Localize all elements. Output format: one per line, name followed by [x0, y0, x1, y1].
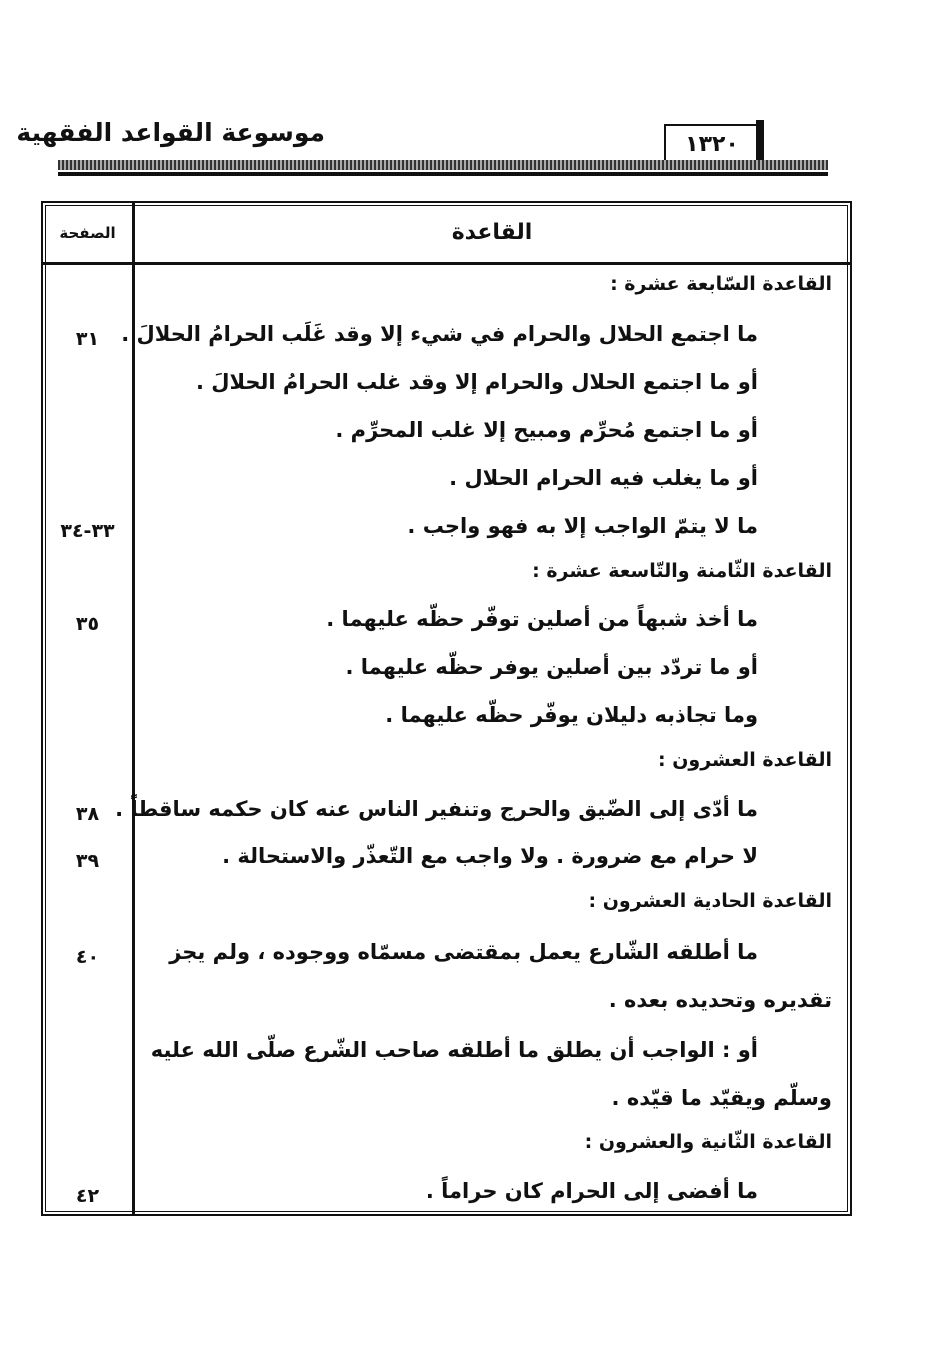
page-reference: ٣٥	[75, 613, 100, 635]
page-reference: ٣١	[75, 328, 100, 350]
column-header-page: الصفحة	[59, 223, 116, 242]
rules-table	[41, 201, 852, 1216]
column-divider	[132, 203, 135, 1214]
rule-title: القاعدة الثّامنة والتّاسعة عشرة :	[532, 560, 832, 582]
rule-text: أو ما يغلب فيه الحرام الحلال .	[449, 466, 758, 490]
page-reference: ٤٢	[75, 1185, 100, 1207]
page-reference: ٣٨	[75, 803, 100, 825]
rule-text: ما لا يتمّ الواجب إلا به فهو واجب .	[407, 514, 758, 538]
header-rule	[58, 172, 828, 176]
rule-text: أو ما اجتمع الحلال والحرام إلا وقد غلب الحرامُ الحلالَ .	[195, 370, 758, 394]
page-reference: ٣٣-٣٤	[60, 520, 115, 542]
header-band	[58, 160, 828, 170]
page-number-box	[664, 124, 760, 162]
rule-text: ما أطلقه الشّارع يعمل بمقتضى مسمّاه ووجوده ، ولم يجز	[169, 940, 758, 964]
rule-text: ما أخذ شبهاً من أصلين توفّر حظّه عليهما .	[326, 607, 758, 631]
book-title: موسوعة القواعد الفقهية	[16, 118, 325, 147]
column-header-rule: القاعدة	[451, 220, 533, 245]
header-divider	[43, 262, 850, 265]
page-header	[0, 0, 930, 200]
rule-title: القاعدة الحادية العشرون :	[588, 890, 832, 912]
rule-text: أو ما تردّد بين أصلين يوفر حظّه عليهما .	[345, 655, 758, 679]
rule-text: ما اجتمع الحلال والحرام في شيء إلا وقد غَلَب الحرامُ الحلالَ .	[121, 322, 758, 346]
page-number: ١٣٢٠	[685, 131, 739, 157]
page-number-bar	[756, 120, 764, 164]
rule-text: ما أدّى إلى الضّيق والحرج وتنفير الناس عنه كان حكمه ساقطاً .	[115, 797, 758, 821]
rule-title: القاعدة السّابعة عشرة :	[610, 273, 832, 295]
rule-text: لا حرام مع ضرورة . ولا واجب مع التّعذّر والاستحالة .	[222, 844, 758, 868]
page-reference: ٤٠	[75, 946, 100, 968]
rule-text: أو : الواجب أن يطلق ما أطلقه صاحب الشّرع صلّى الله عليه	[150, 1038, 758, 1062]
rule-text: وسلّم ويقيّد ما قيّده .	[611, 1086, 832, 1110]
rule-title: القاعدة العشرون :	[657, 749, 832, 771]
rule-text: وما تجاذبه دليلان يوفّر حظّه عليهما .	[385, 703, 758, 727]
rule-text: أو ما اجتمع مُحرِّم ومبيح إلا غلب المحرِّم .	[335, 418, 758, 442]
rule-text: تقديره وتحديده بعده .	[608, 988, 832, 1012]
rule-title: القاعدة الثّانية والعشرون :	[584, 1131, 832, 1153]
rule-text: ما أفضى إلى الحرام كان حراماً .	[425, 1179, 758, 1203]
page-reference: ٣٩	[75, 850, 100, 872]
